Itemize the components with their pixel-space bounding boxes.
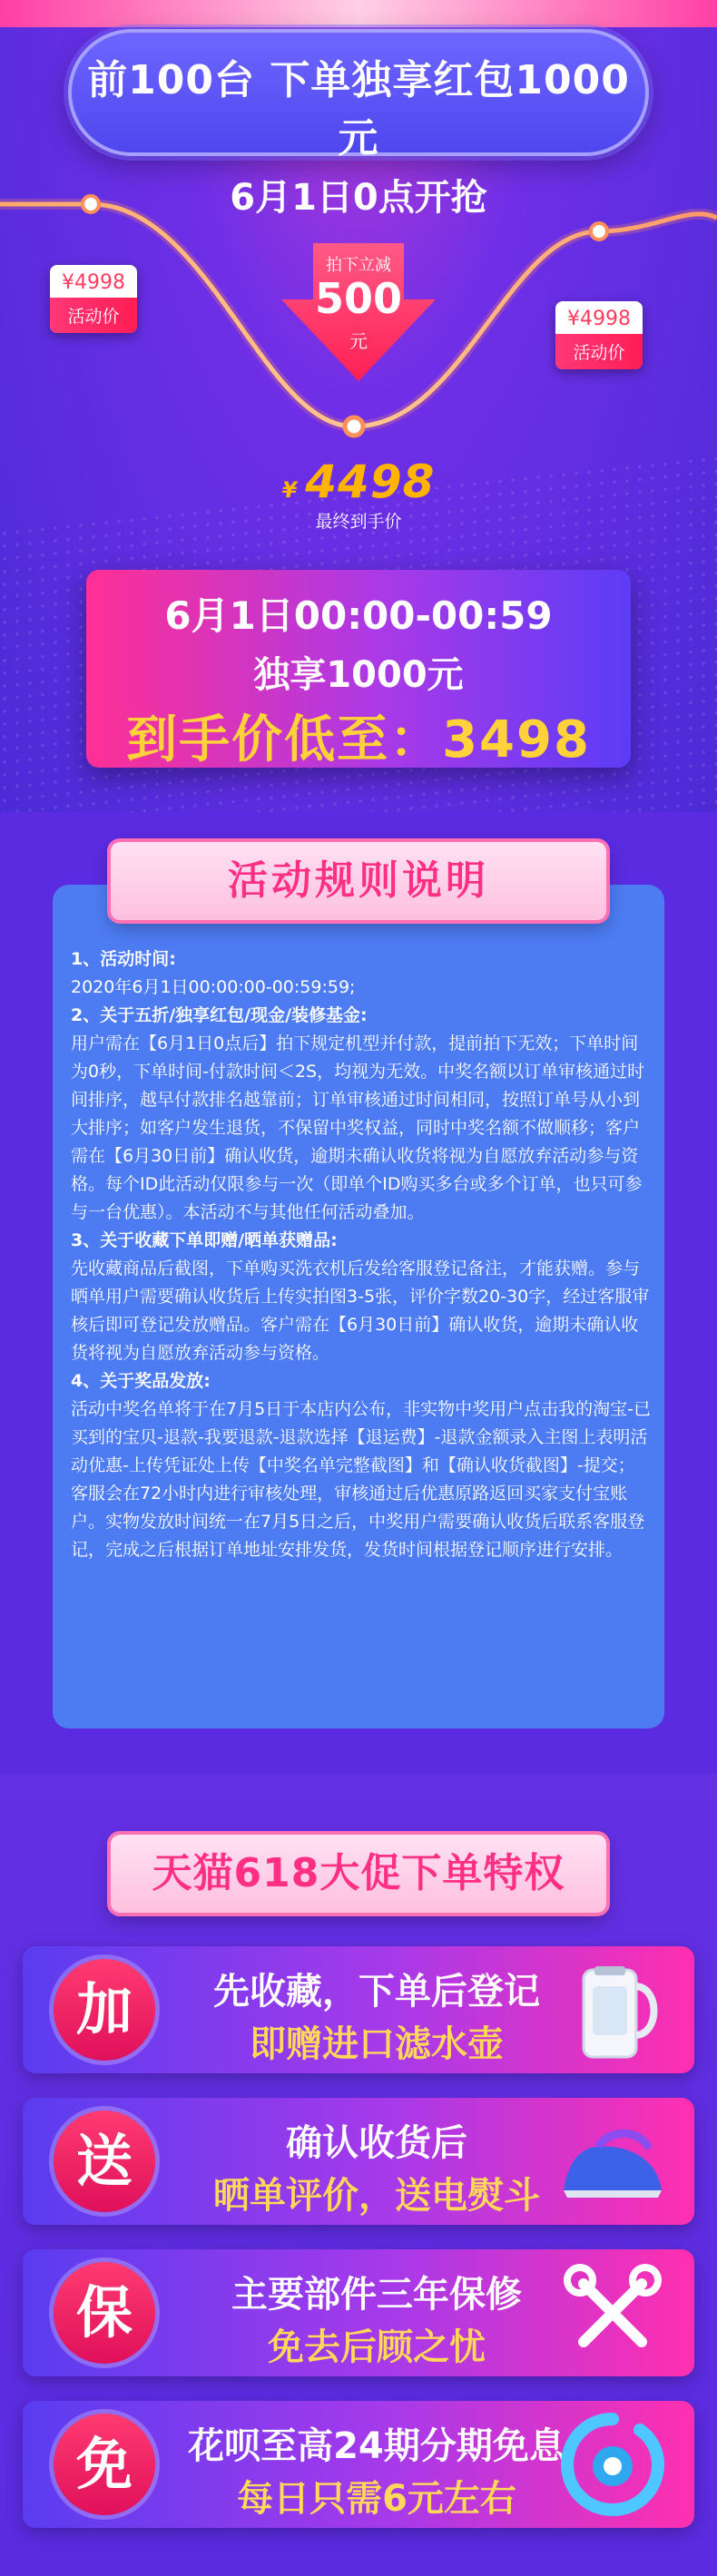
final-price bbox=[0, 455, 717, 508]
right-price-label: 活动价 bbox=[555, 334, 643, 369]
privileges-section bbox=[0, 1774, 717, 2576]
privilege-badge: 送 bbox=[54, 2111, 155, 2212]
curve-point-right bbox=[591, 223, 607, 240]
privilege-item-installment bbox=[23, 2401, 694, 2528]
privilege-badge: 保 bbox=[54, 2262, 155, 2364]
rule-p0: 1、活动时间: bbox=[71, 949, 176, 969]
discount-arrow bbox=[281, 243, 436, 381]
rules-title-box bbox=[111, 842, 606, 920]
promo-line1: 6月1日00:00-00:59 bbox=[164, 593, 553, 638]
top-banner-strip bbox=[0, 0, 717, 27]
final-price-value: 4498 bbox=[305, 455, 436, 508]
headline-line2: 6月1日0点开抢 bbox=[230, 177, 487, 219]
water-pitcher-icon bbox=[558, 1955, 667, 2064]
promo-box bbox=[86, 570, 631, 768]
right-price: ¥4998 bbox=[567, 308, 631, 330]
privilege-item-add bbox=[23, 1946, 694, 2073]
final-price-caption: 最终到手价 bbox=[315, 512, 402, 532]
privilege-item-gift bbox=[23, 2098, 694, 2225]
right-price-tag bbox=[555, 301, 643, 369]
rule-p3: 用户需在【6月1日0点后】拍下规定机型并付款，提前拍下无效；下单时间为0秒，下单时间-付款时间＜2S，均视为无效。中奖名额以订单审核通过时间排序，越早付款排名越靠前；订单审核通过时间相同，按照订单号从小到大排序；如客户发生退货，不保留中奖权益，同时中奖名额不做顺移；客户需在【6月30日前】确认收货，逾期未确认收货将视为自愿放弃活动参与资格。每个ID此活动仅限参与一次（即单个ID购买多台或多个订单，也只可参与一台优惠）。本活动不与其他任何活动叠加。 bbox=[71, 1033, 645, 1222]
privilege-line2: 免去后顾之忧 bbox=[268, 2326, 486, 2368]
arrow-top-text: 拍下立减 bbox=[326, 256, 391, 275]
tools-icon bbox=[558, 2258, 667, 2367]
curve-point-bottom bbox=[345, 417, 363, 436]
left-price: ¥4998 bbox=[62, 271, 125, 294]
final-price-block bbox=[0, 455, 717, 533]
left-price-label: 活动价 bbox=[50, 298, 137, 333]
rule-p5: 先收藏商品后截图，下单购买洗衣机后发给客服登记备注，才能获赠。参与晒单用户需要确认收货后上传实拍图3-5张，评价字数20-30字，经过客服审核后即可登记发放赠品。客户需在【6月30日前】确认收货，逾期未确认收货将视为自愿放弃活动参与资格。 bbox=[71, 1259, 650, 1363]
privilege-line1: 花呗至高24期分期免息 bbox=[188, 2425, 565, 2467]
rules-title: 活动规则说明 bbox=[228, 857, 489, 904]
arrow-unit: 元 bbox=[349, 330, 368, 352]
privilege-item-warranty bbox=[23, 2249, 694, 2376]
iron-icon bbox=[549, 2107, 676, 2216]
privilege-badge: 免 bbox=[54, 2414, 155, 2515]
privilege-line2: 每日只需6元左右 bbox=[237, 2478, 516, 2520]
privilege-line1: 主要部件三年保修 bbox=[231, 2274, 522, 2316]
privilege-line1: 确认收货后 bbox=[286, 2122, 467, 2164]
privilege-line1: 先收藏，下单后登记 bbox=[213, 1971, 540, 2013]
headline-line1: 前100台 下单独享红包1000元 bbox=[87, 57, 630, 162]
curve-point-left bbox=[83, 196, 99, 212]
arrow-value: 500 bbox=[314, 274, 403, 323]
headline-banner bbox=[68, 29, 649, 219]
rule-p4: 3、关于收藏下单即赠/晒单获赠品: bbox=[71, 1230, 338, 1250]
promo-line3: 到手价低至：3498 bbox=[126, 710, 591, 769]
rule-p1: 2020年6月1日00:00:00-00:59:59; bbox=[71, 977, 356, 997]
final-currency: ¥ bbox=[281, 477, 299, 503]
rule-p6: 4、关于奖品发放: bbox=[71, 1371, 211, 1391]
privileges-title-box bbox=[111, 1835, 606, 1913]
privilege-line2: 即赠进口滤水壶 bbox=[250, 2023, 504, 2065]
huabei-icon bbox=[558, 2410, 667, 2519]
rule-p7: 活动中奖名单将于在7月5日于本店内公布，非实物中奖用户点击我的淘宝-已买到的宝贝-退款-我要退款-退款选择【退运费】-退款金额录入主图上表明活动优惠-上传凭证处上传【中奖名单完整截图】和【确认收货截图】-提交；客服会在72小时内进行审核处理，审核通过后优惠原路返回买家支付宝账户。实物发放时间统一在7月5日之后，中奖用户需要确认收货后联系客服登记，完成之后根据订单地址安排发货，发货时间根据登记顺序进行安排。 bbox=[71, 1399, 652, 1560]
hero-section bbox=[0, 0, 717, 812]
rule-p2: 2、关于五折/独享红包/现金/装修基金: bbox=[71, 1005, 368, 1025]
promo-line2: 独享1000元 bbox=[253, 654, 464, 696]
left-price-tag bbox=[50, 265, 137, 333]
privilege-badge: 加 bbox=[54, 1959, 155, 2061]
privileges-title: 天猫618大促下单特权 bbox=[152, 1850, 565, 1896]
privilege-line2: 晒单评价，送电熨斗 bbox=[213, 2175, 540, 2217]
rules-text bbox=[71, 945, 652, 1564]
